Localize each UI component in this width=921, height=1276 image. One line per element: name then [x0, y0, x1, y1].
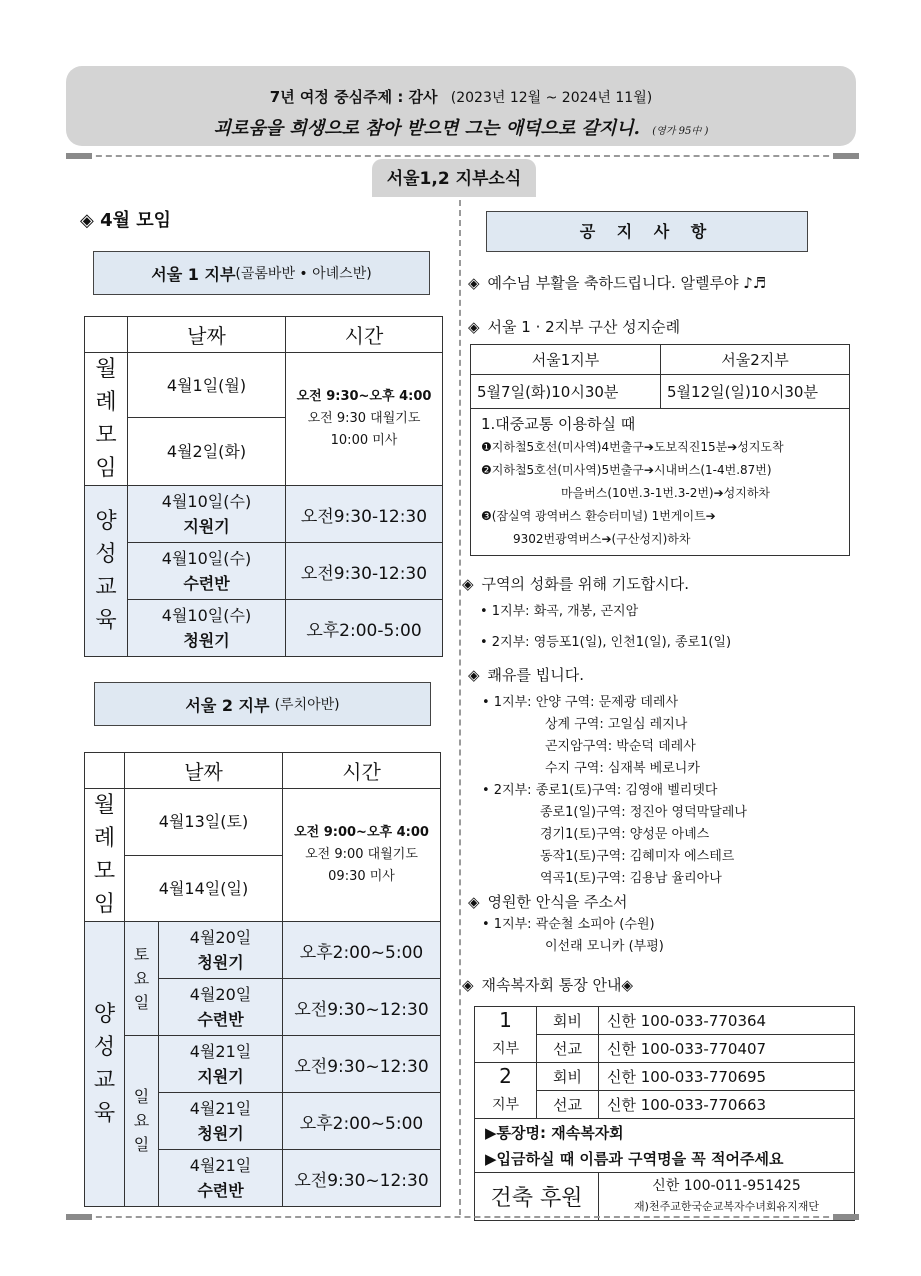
- theme-banner: [66, 66, 856, 146]
- table-row: [475, 1146, 855, 1173]
- edu-time: 오후2:00-5:00: [286, 600, 443, 657]
- recovery-heading: ◈ 쾌유를 빕니다.: [468, 666, 585, 684]
- edu-date-cell: 4월21일 수련반: [159, 1150, 283, 1207]
- building-fund-cell: [599, 1173, 855, 1221]
- branch1-title: 서울 1 지부: [151, 264, 236, 284]
- transit-line: 9302번광역버스➔(구산성지)하차: [513, 532, 691, 546]
- recovery-line: 역곡1(토)구역: 김용남 율리아나: [540, 871, 722, 886]
- edu-time: 오전9:30~12:30: [283, 1036, 441, 1093]
- transit-line: ❷지하철5호선(미사역)5번출구➔시내버스(1-4번.87번): [481, 463, 772, 477]
- recovery-line: 동작1(토)구역: 김혜미자 에스테르: [540, 849, 735, 864]
- transit-title: 1.대중교통 이용하실 때: [481, 415, 636, 433]
- corner-cell: [85, 317, 128, 353]
- table-row: [475, 1119, 855, 1146]
- account-name-note: ▶통장명: 재속복자회: [475, 1119, 855, 1146]
- edu-time: 오전9:30~12:30: [283, 1150, 441, 1207]
- edu-time: 오전9:30-12:30: [286, 543, 443, 600]
- table-row: [85, 922, 441, 979]
- edu-date-cell: 4월20일 수련반: [159, 979, 283, 1036]
- theme-line: [66, 86, 856, 107]
- diamond-icon: ◈: [462, 575, 474, 593]
- edu-date-cell: 4월10일(수) 지원기: [128, 486, 286, 543]
- bank-account-table: [474, 1006, 855, 1221]
- meeting-date: 4월2일(화): [128, 418, 286, 486]
- pilgrimage-heading: ◈ 서울 1 · 2지부 구산 성지순례: [468, 318, 681, 336]
- easter-notice: ◈ 예수님 부활을 축하드립니다. 알렐루야 ♪♬: [468, 274, 767, 292]
- diamond-icon: ◈: [468, 893, 480, 911]
- top-rule: [66, 155, 859, 157]
- meeting-time-cell: [283, 789, 441, 922]
- table-row: [85, 543, 443, 600]
- verse-line: [66, 114, 856, 140]
- prayer-line: • 1지부: 화곡, 개봉, 곤지암: [480, 604, 639, 619]
- branch2-label-cell: 2 지부: [475, 1063, 537, 1119]
- repose-heading: ◈ 영원한 안식을 주소서: [468, 893, 628, 911]
- table-header-row: [85, 753, 441, 789]
- recovery-line: 경기1(토)구역: 양성문 아녜스: [540, 827, 710, 842]
- monthly-meeting-label: 월례모임: [85, 789, 125, 922]
- recovery-line: • 2지부: 종로1(토)구역: 김영애 벨리뎃다: [482, 783, 718, 798]
- april-meeting-heading: ◈ 4월 모임: [80, 210, 172, 231]
- formation-label: 양성교육: [85, 486, 128, 657]
- branch1-subtitle: (골롬바반 • 아녜스반): [235, 266, 372, 282]
- table-header-row: [471, 345, 850, 375]
- mission-label: 선교: [537, 1035, 599, 1063]
- edu-time: 오전9:30~12:30: [283, 979, 441, 1036]
- notice-title: 공 지 사 항: [486, 211, 808, 252]
- pil-col-branch1: 서울1지부: [471, 345, 661, 375]
- theme-title: 7년 여정 중심주제 : 감사: [269, 88, 438, 106]
- saturday-label: 토요일: [125, 922, 159, 1036]
- edu-time: 오전9:30-12:30: [286, 486, 443, 543]
- edu-date-cell: 4월21일 청원기: [159, 1093, 283, 1150]
- branch1-label-cell: 1 지부: [475, 1007, 537, 1063]
- column-divider: [459, 200, 461, 1215]
- diamond-icon: ◈: [468, 274, 480, 292]
- pil-col-branch2: 서울2지부: [661, 345, 850, 375]
- building-account-number: 신한 100-011-951425: [652, 1178, 801, 1194]
- col-date-header: 날짜: [125, 753, 283, 789]
- transit-line: ❶지하철5호선(미사역)4번출구➔도보직진15분➔성지도착: [481, 440, 784, 454]
- meeting-prayer-time: 오전 9:00 대월기도: [305, 847, 418, 862]
- table-row: [85, 789, 441, 856]
- edu-time: 오후2:00~5:00: [283, 1093, 441, 1150]
- meeting-time-cell: [286, 353, 443, 486]
- verse-reference: (영가 95中 ): [652, 126, 709, 137]
- table-row: [85, 600, 443, 657]
- repose-line: • 1지부: 곽순철 소피아 (수원): [482, 917, 655, 932]
- recovery-line: 상계 구역: 고일심 레지나: [545, 717, 688, 732]
- recovery-line: 곤지암구역: 박순덕 데레사: [545, 739, 696, 754]
- account-number: 신한 100-033-770663: [599, 1091, 855, 1119]
- table-row: [475, 1063, 855, 1091]
- table-row: [471, 409, 850, 556]
- col-time-header: 시간: [283, 753, 441, 789]
- branch2-schedule-table: [84, 752, 441, 1207]
- verse-text: 괴로움을 희생으로 참아 받으면 그는 애덕으로 갈지니.: [213, 118, 640, 139]
- branch2-header: [94, 682, 431, 726]
- bank-heading: ◈ 재속복자회 통장 안내◈: [462, 976, 634, 994]
- meeting-mass-time: 10:00 미사: [330, 433, 398, 448]
- prayer-line: • 2지부: 영등포1(일), 인천1(일), 종로1(일): [480, 635, 732, 650]
- sunday-label: 일요일: [125, 1036, 159, 1207]
- deposit-note: ▶입금하실 때 이름과 구역명을 꼭 적어주세요: [475, 1146, 855, 1173]
- table-row: [475, 1173, 855, 1221]
- col-date-header: 날짜: [128, 317, 286, 353]
- monthly-meeting-label: 월례모임: [85, 353, 128, 486]
- diamond-icon: ◈: [462, 976, 474, 994]
- fee-label: 회비: [537, 1007, 599, 1035]
- pil-date-branch1: 5월7일(화)10시30분: [471, 375, 661, 409]
- prayer-heading: ◈ 구역의 성화를 위해 기도합시다.: [462, 575, 689, 593]
- edu-date-cell: 4월10일(수) 수련반: [128, 543, 286, 600]
- meeting-date: 4월13일(토): [125, 789, 283, 856]
- account-number: 신한 100-033-770407: [599, 1035, 855, 1063]
- account-number: 신한 100-033-770695: [599, 1063, 855, 1091]
- branch2-subtitle: (루치아반): [274, 697, 340, 713]
- transit-line: 마을버스(10번.3-1번.3-2번)➔성지하차: [561, 486, 771, 500]
- theme-period: (2023년 12월 ~ 2024년 11월): [450, 90, 653, 106]
- edu-date-cell: 4월21일 지원기: [159, 1036, 283, 1093]
- pilgrimage-table: [470, 344, 850, 556]
- branch1-schedule-table: [84, 316, 443, 657]
- transit-directions: [471, 409, 850, 556]
- table-row: [475, 1007, 855, 1035]
- branch2-title: 서울 2 지부: [185, 695, 270, 715]
- meeting-prayer-time: 오전 9:30 대월기도: [307, 411, 421, 426]
- account-number: 신한 100-033-770364: [599, 1007, 855, 1035]
- table-row: [85, 353, 443, 418]
- meeting-time-range: 오전 9:30~오후 4:00: [296, 389, 432, 404]
- repose-line: 이선래 모니카 (부평): [545, 939, 664, 954]
- diamond-icon: ◈: [468, 318, 480, 336]
- table-row: [471, 375, 850, 409]
- table-header-row: [85, 317, 443, 353]
- table-row: [85, 1036, 441, 1093]
- recovery-line: 종로1(일)구역: 정진아 영덕막달레나: [540, 805, 747, 820]
- diamond-icon: ◈: [468, 666, 480, 684]
- col-time-header: 시간: [286, 317, 443, 353]
- table-row: [85, 486, 443, 543]
- recovery-line: • 1지부: 안양 구역: 문제광 데레사: [482, 695, 679, 710]
- section-title: 서울1,2 지부소식: [372, 159, 536, 197]
- corner-cell: [85, 753, 125, 789]
- meeting-date: 4월14일(일): [125, 855, 283, 922]
- meeting-date: 4월1일(월): [128, 353, 286, 418]
- edu-time: 오후2:00~5:00: [283, 922, 441, 979]
- mission-label: 선교: [537, 1091, 599, 1119]
- building-account-org: 재)천주교한국순교복자수녀회유지재단: [634, 1200, 819, 1213]
- building-fund-label: 건축 후원: [475, 1173, 599, 1221]
- meeting-mass-time: 09:30 미사: [328, 869, 395, 884]
- fee-label: 회비: [537, 1063, 599, 1091]
- transit-line: ❸(잠실역 광역버스 환승터미널) 1번게이트➔: [481, 509, 716, 523]
- pil-date-branch2: 5월12일(일)10시30분: [661, 375, 850, 409]
- edu-date-cell: 4월20일 청원기: [159, 922, 283, 979]
- branch1-header: [93, 251, 430, 295]
- meeting-time-range: 오전 9:00~오후 4:00: [294, 825, 429, 840]
- edu-date-cell: 4월10일(수) 청원기: [128, 600, 286, 657]
- bottom-rule: [66, 1216, 859, 1218]
- recovery-line: 수지 구역: 심재복 베로니카: [545, 761, 700, 776]
- formation-label: 양성교육: [85, 922, 125, 1207]
